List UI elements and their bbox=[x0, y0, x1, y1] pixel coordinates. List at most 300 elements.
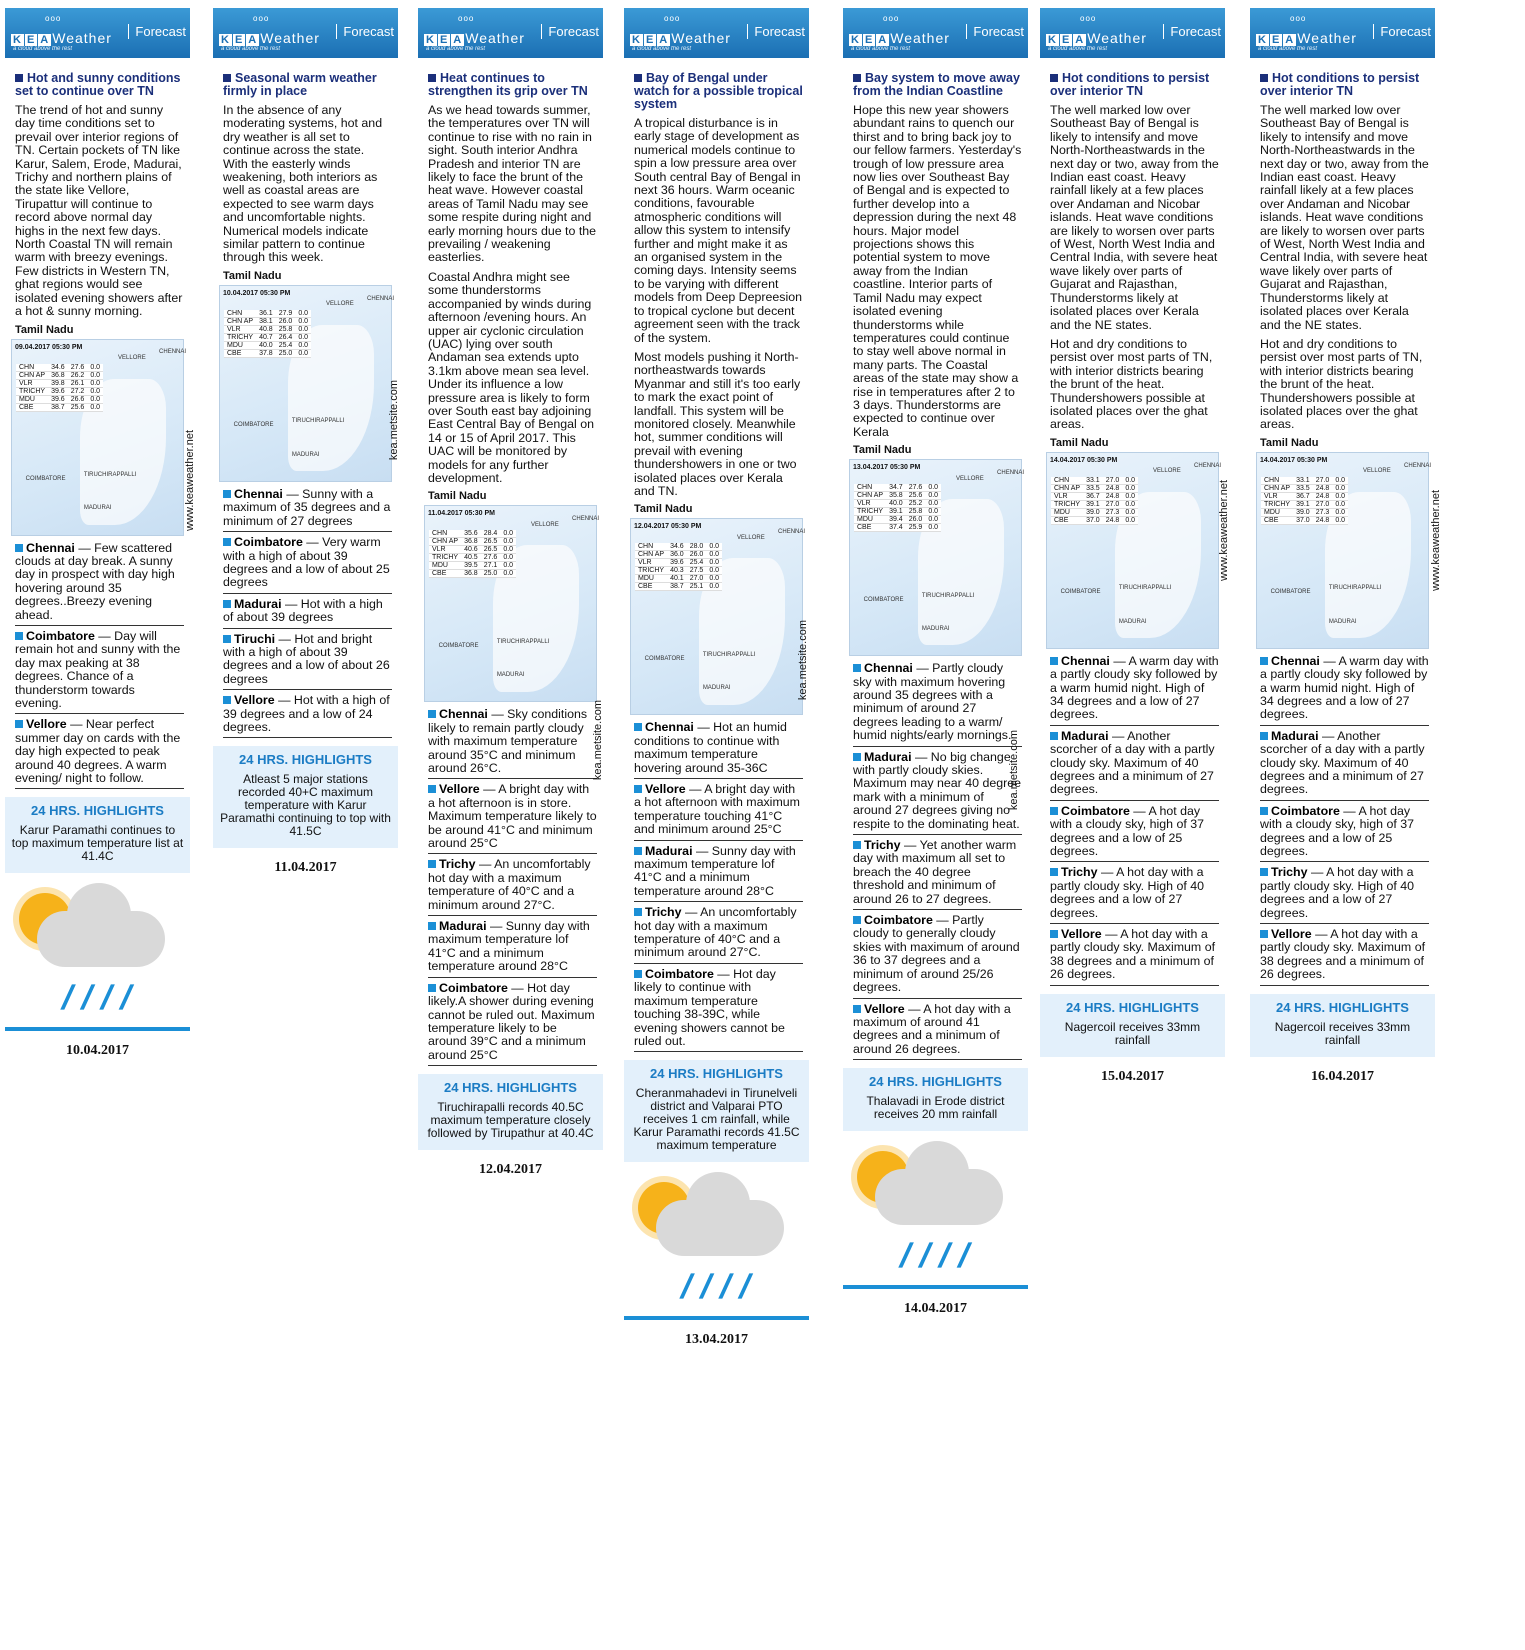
logo-letter: A bbox=[248, 34, 258, 46]
station-value: 0.0 bbox=[925, 508, 941, 516]
map-city-label: TIRUCHIRAPPALLI bbox=[921, 592, 975, 599]
weather-map bbox=[630, 503, 806, 715]
city-name: Chennai bbox=[26, 540, 75, 555]
sun-cloud-rain-icon bbox=[624, 1172, 809, 1312]
logo-letter: K bbox=[221, 34, 230, 46]
station-value: 40.0 bbox=[886, 500, 906, 508]
map-city-label: CHENNAI bbox=[572, 516, 600, 523]
station-value: 0.0 bbox=[925, 516, 941, 524]
city-dash: — bbox=[912, 661, 933, 676]
logo-letter: K bbox=[851, 34, 860, 46]
map-table-row bbox=[1051, 500, 1138, 508]
station-value: 0.0 bbox=[1122, 477, 1138, 485]
map-table-row bbox=[16, 371, 103, 379]
map-table-row bbox=[1261, 508, 1348, 516]
station-value: 39.5 bbox=[461, 562, 481, 570]
city-forecast bbox=[428, 920, 597, 978]
map-city-label: VELLORE bbox=[531, 521, 559, 528]
station-value: 36.7 bbox=[1293, 492, 1313, 500]
station-code: VLR bbox=[635, 559, 667, 567]
logo-tagline: a cloud above the rest bbox=[426, 46, 486, 52]
highlights-box bbox=[213, 746, 398, 848]
city-dash: — bbox=[1339, 803, 1359, 818]
map-table-row bbox=[429, 530, 516, 538]
station-value: 0.0 bbox=[925, 492, 941, 500]
station-code: TRICHY bbox=[1051, 500, 1083, 508]
station-code: TRICHY bbox=[429, 554, 461, 562]
map-table bbox=[854, 484, 941, 532]
station-code: CHN AP bbox=[1261, 484, 1293, 492]
station-value: 0.0 bbox=[87, 395, 103, 403]
logo-letter: K bbox=[1048, 34, 1057, 46]
station-value: 26.5 bbox=[481, 538, 501, 546]
city-text: Hot and bright with a high of about 39 degrees and a low of about 26 degrees bbox=[223, 631, 390, 686]
city-name: Coimbatore bbox=[1061, 803, 1130, 818]
city-text: A bright day with a hot afternoon is in store. Maximum temperature likely to be around 41°C and minimum around 25°C bbox=[428, 782, 597, 851]
map-table-row bbox=[854, 508, 941, 516]
station-value: 40.7 bbox=[256, 333, 276, 341]
highlights-title: 24 HRS. HIGHLIGHTS bbox=[869, 1074, 1002, 1090]
highlights-body: Nagercoil receives 33mm rainfall bbox=[1274, 1019, 1411, 1047]
headline: Hot conditions to persist over interior TN bbox=[1260, 72, 1429, 98]
city-name: Coimbatore bbox=[645, 966, 714, 981]
map-city-label: MADURAI bbox=[291, 451, 320, 458]
map-table bbox=[1051, 477, 1138, 525]
city-dash: — bbox=[486, 919, 506, 934]
column-date: 14.04.2017 bbox=[904, 1301, 967, 1317]
station-value: 0.0 bbox=[500, 530, 516, 538]
city-text: Hot an humid conditions to continue with maximum temperature hovering around 35-36C bbox=[634, 720, 787, 775]
city-name: Chennai bbox=[645, 720, 694, 735]
station-value: 38.1 bbox=[256, 317, 276, 325]
city-name: Chennai bbox=[439, 707, 488, 722]
station-value: 27.0 bbox=[1313, 477, 1333, 485]
city-text: A warm day with a partly cloudy sky followed by a warm humid night. High of 34 degrees and a low of 27 degrees. bbox=[1260, 653, 1429, 722]
column-rule bbox=[5, 1027, 190, 1031]
city-name: Chennai bbox=[1061, 653, 1110, 668]
city-dash: — bbox=[1319, 653, 1339, 668]
station-value: 28.0 bbox=[687, 543, 707, 551]
station-value: 37.0 bbox=[1293, 516, 1313, 524]
city-text: Partly cloudy sky with maximum hovering around 35 degrees with a minimum of around 27 degrees leading to a warm/ humid nights/early mornings. bbox=[853, 661, 1012, 743]
logo-kea bbox=[424, 30, 525, 46]
city-text: A warm day with a partly cloudy sky followed by a warm humid night. High of 34 degrees and a low of 27 degrees. bbox=[1050, 653, 1219, 722]
city-text: Hot day likely.A shower during evening cannot be ruled out. Maximum temperature likely to be around 39°C and a minimum around 25°C bbox=[428, 980, 595, 1062]
station-value: 0.0 bbox=[1122, 492, 1138, 500]
station-value: 25.8 bbox=[906, 508, 926, 516]
map-city-label: COIMBATORE bbox=[233, 422, 274, 429]
highlights-box bbox=[1040, 994, 1225, 1057]
city-text: A hot day with a cloudy sky, high of 37 degrees and a low of 25 degrees. bbox=[1260, 803, 1415, 859]
city-text: A hot day with a partly cloudy sky. High of 40 degrees and a low of 27 degrees. bbox=[1050, 865, 1205, 920]
city-dash: — bbox=[713, 966, 734, 981]
map-title: Tamil Nadu bbox=[634, 503, 693, 516]
city-name: Vellore bbox=[645, 782, 686, 796]
weather-map bbox=[1256, 436, 1432, 649]
city-forecast bbox=[1260, 655, 1429, 726]
station-code: VLR bbox=[1261, 492, 1293, 500]
map-table-row bbox=[16, 364, 103, 372]
city-forecast bbox=[15, 718, 184, 789]
city-dash: — bbox=[1129, 803, 1149, 818]
station-code: CBE bbox=[854, 524, 886, 532]
station-value: 27.9 bbox=[276, 310, 296, 318]
station-value: 26.0 bbox=[687, 551, 707, 559]
column-date: 11.04.2017 bbox=[274, 860, 337, 876]
city-text: Few scattered clouds at day break. A sunny day in prospect with day high hovering around 35 degrees..Breezy evening ahead. bbox=[15, 540, 175, 622]
logo-tagline: a cloud above the rest bbox=[1258, 46, 1318, 52]
kea-weather-logo bbox=[213, 8, 398, 58]
city-forecast bbox=[428, 982, 597, 1066]
map-title: Tamil Nadu bbox=[428, 490, 487, 503]
sun-cloud-rain-icon bbox=[843, 1141, 1028, 1281]
station-value: 0.0 bbox=[500, 538, 516, 546]
station-value: 33.1 bbox=[1083, 477, 1103, 485]
article-body bbox=[634, 117, 803, 498]
article-paragraph: As we head towards summer, the temperatures over TN will continue to rise with no rain in sight. South interior Andhra Pradesh and interior TN are likely to face the brunt of the heat wave. However coastal areas of Tamil Nadu may see some respite during night and early morning hours due to the prevailing / weakening easterlies. bbox=[428, 103, 597, 265]
article-paragraph: Most models pushing it North-northeastwards towards Myanmar and still it's too early to mark the exact point of landfall. This system will be monitored closely. Meanwhile hot, summer conditions will prevail with evening thundershowers in one or two isolated places over Kerala and TN. bbox=[634, 349, 801, 498]
watermark: kea.metsite.com bbox=[797, 620, 809, 701]
map-city-label: COIMBATORE bbox=[438, 642, 479, 649]
headline: Bay system to move away from the Indian Coastline bbox=[853, 72, 1022, 98]
map-table-row bbox=[224, 310, 311, 318]
city-dash: — bbox=[282, 486, 303, 501]
city-dash: — bbox=[281, 596, 301, 611]
logo-letter: E bbox=[864, 34, 874, 46]
map-city-label: COIMBATORE bbox=[1270, 589, 1311, 596]
logo-weather: Weather bbox=[52, 30, 112, 46]
city-forecast bbox=[15, 630, 184, 714]
map-city-label: CHENNAI bbox=[1194, 462, 1222, 469]
article-body bbox=[428, 104, 597, 485]
logo-forecast: Forecast bbox=[1373, 24, 1431, 39]
city-dash: — bbox=[692, 843, 712, 858]
station-code: CHN bbox=[429, 530, 461, 538]
station-code: TRICHY bbox=[635, 567, 667, 575]
map-date: 14.04.2017 05:30 PM bbox=[1260, 456, 1328, 464]
station-code: MDU bbox=[224, 341, 256, 349]
article-paragraph: The well marked low over Southeast Bay of Bengal is likely to intensify and move North-Northeastwards in the next day or two, away from the Indian east coast. Heavy rainfall likely at a few places over Andaman and Nicobar islands. Heat wave conditions are likely to worsen over parts of West, North West India and Central India, with severe heat wave likely over parts of Gujarat and Rajasthan, Thunderstorms likely at isolated places over Kerala and the NE states. bbox=[1260, 103, 1429, 332]
map-table-row bbox=[224, 341, 311, 349]
map-city-label: TIRUCHIRAPPALLI bbox=[702, 651, 756, 658]
station-code: TRICHY bbox=[16, 387, 48, 395]
map-table-row bbox=[16, 379, 103, 387]
city-dash: — bbox=[1109, 653, 1129, 668]
city-name: Vellore bbox=[864, 1001, 905, 1016]
city-name: Chennai bbox=[234, 486, 283, 501]
city-name: Coimbatore bbox=[864, 913, 933, 928]
station-code: CHN bbox=[16, 364, 48, 372]
station-value: 0.0 bbox=[1332, 477, 1348, 485]
highlights-box bbox=[1250, 994, 1435, 1057]
city-forecast bbox=[634, 968, 803, 1052]
station-value: 38.7 bbox=[667, 583, 687, 591]
map-date: 13.04.2017 05:30 PM bbox=[853, 464, 921, 472]
highlights-body: Karur Paramathi continues to top maximum temperature list at 41.4C bbox=[11, 823, 184, 864]
map-table bbox=[429, 530, 516, 578]
map-title: Tamil Nadu bbox=[853, 444, 912, 457]
station-value: 0.0 bbox=[87, 364, 103, 372]
city-forecast bbox=[853, 914, 1022, 998]
station-value: 0.0 bbox=[500, 570, 516, 578]
station-value: 0.0 bbox=[706, 543, 722, 551]
rain-icon: //// bbox=[896, 1237, 985, 1276]
station-value: 27.0 bbox=[1313, 500, 1333, 508]
logo-letter: K bbox=[426, 34, 435, 46]
logo-forecast: Forecast bbox=[1163, 24, 1221, 39]
logo-kea bbox=[1046, 30, 1147, 46]
station-value: 36.8 bbox=[48, 371, 68, 379]
logo-forecast: Forecast bbox=[336, 24, 394, 39]
station-value: 27.6 bbox=[906, 484, 926, 492]
map-city-label: COIMBATORE bbox=[25, 476, 66, 482]
city-text: Hot day likely to continue with maximum temperature touching 38-39C, while evening showers cannot be ruled out. bbox=[634, 966, 785, 1048]
article-body bbox=[223, 104, 392, 265]
map-city-label: CHENNAI bbox=[1404, 462, 1432, 469]
forecast-column bbox=[5, 8, 190, 1059]
map-table-row bbox=[1261, 492, 1348, 500]
forecast-column bbox=[843, 8, 1028, 1317]
station-value: 39.1 bbox=[1083, 500, 1103, 508]
station-code: TRICHY bbox=[854, 508, 886, 516]
article-paragraph: Coastal Andhra might see some thunderstorms accompanied by winds during afternoon /evening hours. An upper air cyclonic circulation (UAC) lying over south Andaman sea extends upto 3.1km above mean sea level. Under its influence a low pressure area is likely to form over South east bay adjoining East Central Bay of Bengal on 14 or 15 of April 2017. This UAC will be monitored by models for any further development. bbox=[428, 269, 594, 485]
station-value: 33.5 bbox=[1293, 484, 1313, 492]
article-paragraph: Hot and dry conditions to persist over most parts of TN, with interior districts bearing the brunt of the heat. Thundershowers possible at isolated places over the ghat areas. bbox=[1050, 336, 1213, 432]
station-value: 26.5 bbox=[481, 546, 501, 554]
city-dash: — bbox=[1318, 728, 1338, 743]
station-value: 39.6 bbox=[48, 395, 68, 403]
station-code: CHN AP bbox=[854, 492, 886, 500]
logo-tagline: a cloud above the rest bbox=[13, 46, 73, 52]
map-table-row bbox=[854, 500, 941, 508]
map-city-label: VELLORE bbox=[326, 301, 354, 308]
forecast-column bbox=[624, 8, 809, 1348]
logo-kea bbox=[1256, 30, 1357, 46]
station-value: 0.0 bbox=[87, 387, 103, 395]
map-title: Tamil Nadu bbox=[15, 323, 74, 336]
city-text: A bright day with a hot afternoon with maximum temperature touching 41°C and minimum around 25°C bbox=[634, 782, 800, 837]
map-city-label: MADURAI bbox=[1118, 618, 1147, 625]
station-value: 0.0 bbox=[1332, 516, 1348, 524]
city-dash: — bbox=[74, 540, 95, 555]
station-value: 37.4 bbox=[886, 524, 906, 532]
city-text: A hot day with a partly cloudy sky. Maximum of 38 degrees and a minimum of 26 degrees. bbox=[1260, 927, 1426, 982]
headline: Hot and sunny conditions set to continue over TN bbox=[15, 72, 184, 98]
station-value: 25.2 bbox=[906, 500, 926, 508]
city-text: Day will remain hot and sunny with the day max peaking at 38 degrees. Chance of a thunderstorm towards evening. bbox=[15, 628, 181, 710]
city-dash: — bbox=[1101, 927, 1121, 942]
map-city-label: TIRUCHIRAPPALLI bbox=[83, 472, 137, 479]
sun-cloud-rain-icon bbox=[5, 883, 190, 1023]
station-value: 27.0 bbox=[1103, 477, 1123, 485]
column-rule bbox=[843, 1285, 1028, 1289]
article-paragraph: Hope this new year showers abundant rains to quench our thirst and to bring back joy to our fellow farmers. Yesterday's trough of low pressure area now lies over Southeast Bay of Bengal and is expected to further develop into a depression during the next 48 hours. Major model projections shows this potential system to move away from the Indian coastline. Interior parts of Tamil Nadu may expect isolated evening thunderstorms while temperatures could continue to stay well above normal in many parts. The Coastal areas of the state may show a rise in temperatures after 2 to 3 days. Thunderstorms are expected to continue over Kerala bbox=[853, 103, 1022, 439]
station-value: 39.0 bbox=[1083, 508, 1103, 516]
highlights-title: 24 HRS. HIGHLIGHTS bbox=[239, 752, 372, 768]
city-dash: — bbox=[1311, 927, 1331, 942]
city-text: A hot day with a maximum of around 41 degrees and a minimum of around 26 degrees. bbox=[853, 1001, 1011, 1056]
city-forecast bbox=[223, 488, 392, 532]
city-name: Madurai bbox=[645, 843, 693, 858]
city-forecast bbox=[1050, 805, 1219, 863]
station-value: 0.0 bbox=[87, 403, 103, 411]
station-value: 24.8 bbox=[1103, 516, 1123, 524]
station-value: 24.8 bbox=[1313, 492, 1333, 500]
city-text: Yet another warm day with maximum all set to breach the 40 degree threshold and minimum of around 26 to 27 degrees. bbox=[853, 838, 1017, 906]
station-value: 36.0 bbox=[667, 551, 687, 559]
map-table-row bbox=[429, 554, 516, 562]
logo-letter: E bbox=[1061, 34, 1071, 46]
headline: Bay of Bengal under watch for a possible tropical system bbox=[634, 71, 803, 111]
city-forecast bbox=[1260, 805, 1429, 863]
city-forecast bbox=[1260, 928, 1429, 986]
map-table-row bbox=[635, 583, 722, 591]
logo-tagline: a cloud above the rest bbox=[632, 46, 692, 52]
watermark: kea.metsite.com bbox=[1008, 730, 1020, 811]
city-dash: — bbox=[681, 905, 701, 920]
station-value: 35.8 bbox=[886, 492, 906, 500]
map-table-row bbox=[854, 484, 941, 492]
map-city-label: MADURAI bbox=[921, 625, 950, 632]
logo-dots: ooo bbox=[458, 14, 475, 23]
station-code: MDU bbox=[1051, 508, 1083, 516]
column-rule bbox=[624, 1316, 809, 1320]
station-value: 40.8 bbox=[256, 325, 276, 333]
station-value: 0.0 bbox=[925, 500, 941, 508]
city-name: Tiruchi bbox=[234, 631, 276, 646]
logo-dots: ooo bbox=[253, 14, 270, 23]
city-forecast bbox=[1050, 928, 1219, 986]
city-name: Trichy bbox=[1271, 865, 1308, 880]
forecast-column bbox=[1040, 8, 1225, 1085]
highlights-box bbox=[5, 797, 190, 873]
station-value: 27.0 bbox=[687, 575, 707, 583]
city-name: Coimbatore bbox=[234, 535, 303, 550]
city-text: Near perfect summer day on cards with the day high expected to peak around 40 degrees. A warm evening/ night to follow. bbox=[15, 717, 181, 785]
city-forecast bbox=[1050, 655, 1219, 726]
station-value: 27.6 bbox=[68, 364, 88, 372]
station-value: 0.0 bbox=[1332, 492, 1348, 500]
city-forecast bbox=[634, 906, 803, 964]
station-code: CBE bbox=[429, 570, 461, 578]
station-code: CBE bbox=[16, 403, 48, 411]
city-text: An uncomfortably hot day with a maximum temperature of 40°C and a minimum around 27°C. bbox=[634, 905, 797, 960]
column-date: 13.04.2017 bbox=[685, 1332, 748, 1348]
logo-tagline: a cloud above the rest bbox=[1048, 46, 1108, 52]
city-name: Madurai bbox=[864, 749, 912, 764]
map-city-label: MADURAI bbox=[1328, 618, 1357, 625]
map-city-label: MADURAI bbox=[83, 505, 112, 512]
map-city-label: MADURAI bbox=[496, 672, 525, 679]
logo-dots: ooo bbox=[1290, 14, 1307, 23]
station-code: CHN bbox=[635, 543, 667, 551]
station-value: 36.7 bbox=[1083, 492, 1103, 500]
map-city-label: VELLORE bbox=[1363, 468, 1391, 475]
highlights-title: 24 HRS. HIGHLIGHTS bbox=[1276, 999, 1409, 1015]
station-code: CHN AP bbox=[1051, 484, 1083, 492]
logo-weather: Weather bbox=[890, 30, 950, 46]
map-table-row bbox=[429, 570, 516, 578]
station-code: MDU bbox=[1261, 508, 1293, 516]
station-value: 39.4 bbox=[886, 516, 906, 524]
city-forecast bbox=[853, 662, 1022, 746]
city-name: Coimbatore bbox=[1271, 803, 1340, 818]
logo-dots: ooo bbox=[883, 14, 900, 23]
station-value: 39.8 bbox=[48, 379, 68, 387]
station-code: CHN bbox=[854, 484, 886, 492]
city-name: Chennai bbox=[864, 661, 913, 676]
map-date: 09.04.2017 05:30 PM bbox=[15, 343, 83, 351]
city-forecast bbox=[634, 845, 803, 903]
map-table-row bbox=[224, 317, 311, 325]
map-table-row bbox=[1261, 484, 1348, 492]
city-forecast bbox=[15, 542, 184, 626]
highlights-body: Atleast 5 major stations recorded 40+C maximum temperature with Karur Paramathi continuing to top with 41.5C bbox=[220, 772, 391, 839]
station-code: VLR bbox=[854, 500, 886, 508]
map-city-label: CHENNAI bbox=[367, 295, 395, 302]
logo-tagline: a cloud above the rest bbox=[851, 46, 911, 52]
article-paragraph: In the absence of any moderating systems, hot and dry weather is all set to continue across the state. With the easterly winds weakening, both interiors as well as coastal areas are expected to see warm days and uncomfortable nights. Numerical models indicate similar pattern to continue through this week. bbox=[223, 103, 383, 265]
logo-weather: Weather bbox=[1297, 30, 1357, 46]
logo-letter: E bbox=[439, 34, 449, 46]
map-city-label: COIMBATORE bbox=[1060, 589, 1101, 596]
headline: Hot conditions to persist over interior TN bbox=[1050, 72, 1219, 98]
highlights-body: Nagercoil receives 33mm rainfall bbox=[1064, 1019, 1201, 1047]
headline: Heat continues to strengthen its grip over TN bbox=[428, 72, 597, 98]
city-forecast bbox=[428, 783, 597, 854]
logo-weather: Weather bbox=[671, 30, 731, 46]
station-value: 39.6 bbox=[48, 387, 68, 395]
station-code: VLR bbox=[224, 325, 256, 333]
logo-kea bbox=[219, 30, 320, 46]
city-text: Sunny day with maximum temperature lof 41°C and a minimum temperature around 28°C bbox=[634, 843, 796, 898]
watermark: www.keaweather.net bbox=[184, 430, 196, 531]
station-value: 25.6 bbox=[906, 492, 926, 500]
city-name: Chennai bbox=[1271, 653, 1320, 668]
map-date: 12.04.2017 05:30 PM bbox=[634, 523, 702, 531]
station-value: 39.6 bbox=[667, 559, 687, 567]
kea-weather-logo bbox=[418, 8, 603, 58]
station-value: 35.6 bbox=[461, 530, 481, 538]
city-text: Sunny with a maximum of 35 degrees and a minimum of 27 degrees bbox=[223, 486, 391, 528]
city-name: Coimbatore bbox=[26, 628, 95, 643]
map-table-row bbox=[635, 559, 722, 567]
city-name: Vellore bbox=[26, 717, 67, 732]
station-value: 0.0 bbox=[925, 524, 941, 532]
station-value: 26.4 bbox=[276, 333, 296, 341]
station-value: 27.3 bbox=[1103, 508, 1123, 516]
station-value: 24.8 bbox=[1103, 484, 1123, 492]
city-dash: — bbox=[94, 628, 115, 643]
station-value: 39.1 bbox=[1293, 500, 1313, 508]
station-value: 0.0 bbox=[295, 349, 311, 357]
column-date: 15.04.2017 bbox=[1101, 1068, 1164, 1084]
station-value: 26.1 bbox=[68, 379, 88, 387]
city-forecast bbox=[223, 536, 392, 594]
logo-forecast: Forecast bbox=[128, 24, 186, 39]
column-date: 10.04.2017 bbox=[66, 1043, 129, 1059]
article-body bbox=[1260, 104, 1429, 432]
city-text: Sunny day with maximum temperature lof 41°C and a minimum temperature around 28°C bbox=[428, 919, 590, 974]
city-dash: — bbox=[1307, 865, 1327, 880]
station-value: 34.6 bbox=[667, 543, 687, 551]
map-table-row bbox=[854, 516, 941, 524]
map-table-row bbox=[1261, 516, 1348, 524]
map-city-label: VELLORE bbox=[737, 534, 765, 541]
station-code: CHN AP bbox=[635, 551, 667, 559]
logo-tagline: a cloud above the rest bbox=[221, 46, 281, 52]
map-table-row bbox=[1261, 500, 1348, 508]
